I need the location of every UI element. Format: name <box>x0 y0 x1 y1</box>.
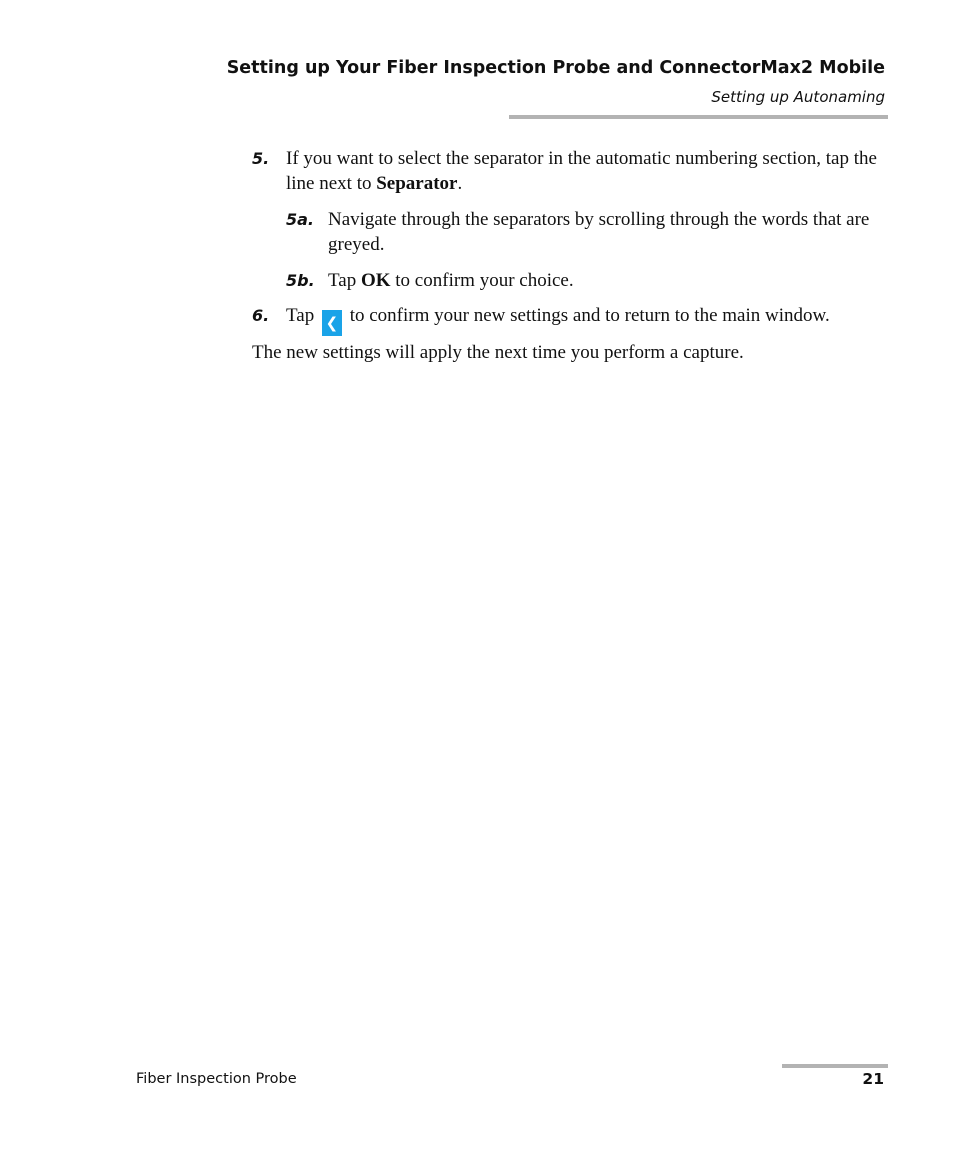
closing-paragraph: The new settings will apply the next time you perform a capture. <box>252 342 744 363</box>
step-number: 5b. <box>286 271 315 290</box>
step-text: Navigate through the separators by scrolling through the words that are greyed. <box>328 209 870 255</box>
page-number: 21 <box>862 1070 884 1088</box>
step-text-part: Tap <box>328 270 361 291</box>
footer-product-name: Fiber Inspection Probe <box>136 1071 297 1087</box>
step-text-part: If you want to select the separator in the automatic numbering section, tap the line next to <box>286 148 877 194</box>
chapter-title: Setting up Your Fiber Inspection Probe and ConnectorMax2 Mobile <box>226 58 885 78</box>
step-text <box>286 303 830 336</box>
footer-rule <box>782 1064 888 1068</box>
step-number: 5a. <box>286 210 315 229</box>
step-text-part: to confirm your new settings and to return to the main window. <box>344 305 830 326</box>
step-text-part: to confirm your choice. <box>390 270 574 291</box>
step-bold-term: OK <box>360 270 391 291</box>
back-chevron-icon: ❮ <box>322 310 342 336</box>
step-text-part: Tap <box>286 305 319 326</box>
step-text <box>286 146 896 196</box>
header-rule <box>509 115 888 119</box>
step-bold-term: Separator <box>376 173 458 194</box>
section-title: Setting up Autonaming <box>711 88 885 106</box>
step-number: 5. <box>252 149 270 168</box>
step-number: 6. <box>252 306 270 325</box>
step-text-part: . <box>457 173 463 194</box>
step-text <box>328 268 574 293</box>
